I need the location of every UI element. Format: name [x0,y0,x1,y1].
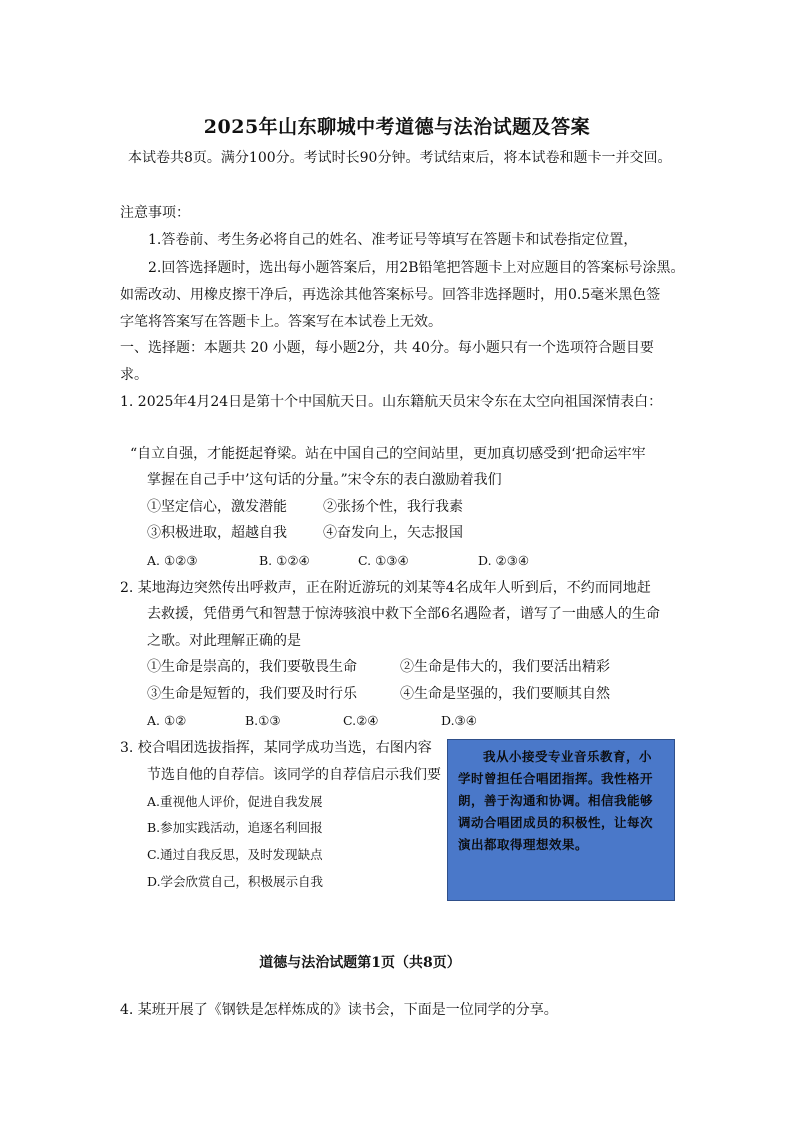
notice-heading: 注意事项： [120,205,190,221]
question-1-stem: 1. 2025年4月24日是第十个中国航天日。山东籍航天员宋令东在太空向祖国深情表白： [120,394,663,410]
question-2-stem: 2. 某地海边突然传出呼救声，正在附近游玩的刘某等4名成年人听到后，不约而同地赶 [120,580,651,596]
notice-line: 如需改动、用橡皮擦干净后，再选涂其他答案标号。回答非选择题时，用0.5毫米黑色签 [120,287,661,303]
question-1-quote: “自立自强，才能挺起脊梁。站在中国自己的空间站里，更加真切感受到‘把命运牢牢 [130,446,646,462]
question-2-stem: 去救援，凭借勇气和智慧于惊涛骇浪中救下全部6名遇险者，谱写了一曲感人的生命 [147,606,660,622]
q1-item: ④奋发向上，矢志报国 [323,525,463,541]
section-heading-cont: 求。 [120,367,148,383]
question-3-stem: 节选自他的自荐信。该同学的自荐信启示我们要 [147,767,441,783]
section-heading: 一、选择题：本题共 20 小题，每小题2分，共 40分。每小题只有一个选项符合题目要 [120,340,654,356]
q1-choice-c: C. ①③④ [358,553,409,568]
notice-line: 字笔将答案写在答题卡上。答案写在本试卷上无效。 [120,314,442,330]
q2-choice-b: B.①③ [245,713,281,728]
page-footer: 道德与法治试题第1页（共8页） [259,955,461,971]
q2-item: ①生命是崇高的，我们要敬畏生命 [147,659,357,675]
q1-choice-b: B. ①②④ [259,553,310,568]
notice-line: 2.回答选择题时，选出每小题答案后，用2B铅笔把答题卡上对应题目的答案标号涂黑。 [148,260,685,276]
exam-intro: 本试卷共8页。满分100分。考试时长90分钟。考试结束后，将本试卷和题卡一并交回。 [128,150,672,166]
q1-choice-a: A. ①②③ [147,553,198,568]
question-3-stem: 3. 校合唱团选拔指挥，某同学成功当选，右图内容 [120,740,432,756]
q3-choice-c: C.通过自我反思，及时发现缺点 [147,847,323,862]
q2-item: ④生命是坚强的，我们要顺其自然 [400,686,610,702]
question-2-stem: 之歌。对此理解正确的是 [147,633,301,649]
self-recommendation-box [447,739,675,901]
q3-choice-b: B.参加实践活动，追逐名利回报 [147,820,323,835]
question-4-stem: 4. 某班开展了《钢铁是怎样炼成的》读书会，下面是一位同学的分享。 [120,1002,558,1018]
q2-item: ③生命是短暂的，我们要及时行乐 [147,686,357,702]
notice-line: 1.答卷前、考生务必将自己的姓名、准考证号等填写在答题卡和试卷指定位置， [148,232,638,248]
q2-choice-d: D.③④ [441,713,477,728]
q3-choice-d: D.学会欣赏自己，积极展示自我 [147,874,324,889]
self-recommendation-text: 我从小接受专业音乐教育，小学时曾担任合唱团指挥。我性格开朗，善于沟通和协调。相信我能够调动合唱团成员的积极性，让每次演出都取得理想效果。 [458,749,654,852]
page-title: 2025年山东聊城中考道德与法治试题及答案 [203,116,591,138]
question-1-quote: 掌握在自己手中’这句话的分量。”宋令东的表白激励着我们 [147,472,502,488]
q1-item: ③积极进取，超越自我 [147,525,287,541]
q2-item: ②生命是伟大的，我们要活出精彩 [400,659,610,675]
q2-choice-c: C.②④ [343,713,379,728]
q2-choice-a: A. ①② [147,713,187,728]
q1-item: ①坚定信心，激发潜能 [147,499,287,515]
q1-item: ②张扬个性，我行我素 [323,499,463,515]
q3-choice-a: A.重视他人评价，促进自我发展 [147,794,323,809]
q1-choice-d: D. ②③④ [478,553,530,568]
